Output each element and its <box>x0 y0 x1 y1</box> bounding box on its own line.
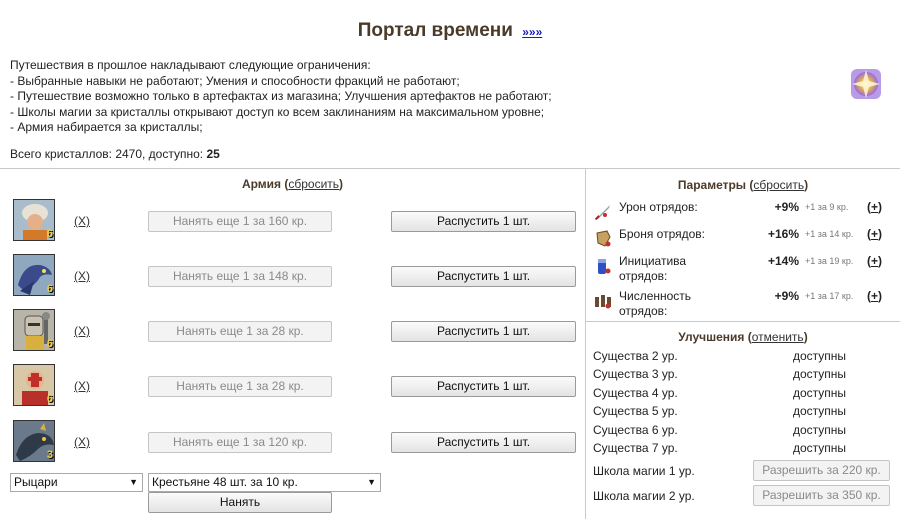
param-value: +9% <box>774 200 799 214</box>
unit-count: 6 <box>46 393 53 405</box>
param-row-count <box>593 287 893 319</box>
params-header: Параметры (сбросить) <box>677 178 809 192</box>
param-value: +14% <box>767 254 799 268</box>
param-cost-note: +1 за 17 кр. <box>805 291 854 301</box>
param-row-initiative <box>593 252 893 284</box>
param-plus-button[interactable]: (+) <box>867 200 883 214</box>
unit-remove-link[interactable]: (X) <box>74 324 90 338</box>
unit-remove-link[interactable]: (X) <box>74 435 90 449</box>
plus-label: + <box>871 227 879 241</box>
intro-text <box>10 58 830 136</box>
allow-school-button[interactable]: Разрешить за 220 кр. <box>753 460 890 481</box>
upgrade-status: доступны <box>793 386 847 400</box>
param-value: +9% <box>774 289 799 303</box>
unit-select[interactable] <box>148 473 381 492</box>
unit-portrait-priest <box>13 364 55 406</box>
unit-count: 3 <box>46 449 53 461</box>
army-reset-link[interactable]: сбросить <box>288 177 340 191</box>
title-more-link[interactable]: »»» <box>522 25 543 39</box>
army-unit-row <box>13 199 583 245</box>
unit-count: 6 <box>46 283 53 295</box>
page-title-text: Портал времени <box>357 20 513 41</box>
dismiss-button[interactable]: Распустить 1 шт. <box>391 211 576 232</box>
param-cost-note: +1 за 9 кр. <box>805 202 849 212</box>
param-plus-button[interactable]: (+) <box>867 289 883 303</box>
crystals-available: 25 <box>206 147 220 161</box>
upgrade-label: Существа 5 ур. <box>593 404 678 418</box>
hire-more-button[interactable]: Нанять еще 1 за 120 кр. <box>148 432 332 453</box>
army-unit-row <box>13 254 583 300</box>
creature-upgrade-row <box>593 349 893 367</box>
param-label: Численность отрядов: <box>619 289 692 318</box>
unit-remove-link[interactable]: (X) <box>74 379 90 393</box>
creature-upgrade-row <box>593 441 893 459</box>
hire-more-button[interactable]: Нанять еще 1 за 160 кр. <box>148 211 332 232</box>
unit-portrait-dragon <box>13 420 55 462</box>
dropdown-arrow-icon: ▼ <box>367 477 376 487</box>
upgrade-label: Существа 4 ур. <box>593 386 678 400</box>
header-divider <box>0 168 900 169</box>
magic-school-row <box>593 460 893 482</box>
upgrade-status: доступны <box>793 423 847 437</box>
unit-select-value: Крестьяне 48 шт. за 10 кр. <box>152 475 298 489</box>
upgrades-title: Улучшения <box>678 330 745 344</box>
upgrades-header: Улучшения (отменить) <box>678 330 808 344</box>
dismiss-button[interactable]: Распустить 1 шт. <box>391 432 576 453</box>
upgrade-label: Существа 6 ур. <box>593 423 678 437</box>
intro-line: - Армия набирается за кристаллы; <box>10 120 203 135</box>
dismiss-button[interactable]: Распустить 1 шт. <box>391 266 576 287</box>
page-title <box>0 20 900 42</box>
upgrade-label: Существа 7 ур. <box>593 441 678 455</box>
unit-count: 6 <box>46 338 53 350</box>
upgrade-label: Существа 3 ур. <box>593 367 678 381</box>
upgrade-status: доступны <box>793 367 847 381</box>
params-title: Параметры <box>677 178 747 192</box>
allow-school-button[interactable]: Разрешить за 350 кр. <box>753 485 890 506</box>
portal-icon <box>846 64 886 104</box>
param-plus-button[interactable]: (+) <box>867 254 883 268</box>
intro-line: Путешествия в прошлое накладывают следующие ограничения: <box>10 58 371 72</box>
magic-school-row <box>593 485 893 507</box>
hire-more-button[interactable]: Нанять еще 1 за 28 кр. <box>148 321 332 342</box>
crystals-label: Всего кристаллов: 2470, доступно: <box>10 147 204 161</box>
param-value: +16% <box>767 227 799 241</box>
params-reset-link[interactable]: сбросить <box>753 178 805 192</box>
intro-line: - Выбранные навыки не работают; Умения и способности фракций не работают; <box>10 73 460 88</box>
intro-line: - Путешествие возможно только в артефактах из магазина; Улучшения артефактов не работают; <box>10 89 552 104</box>
hire-button[interactable]: Нанять <box>148 492 332 513</box>
creature-upgrade-row <box>593 367 893 385</box>
param-cost-note: +1 за 14 кр. <box>805 229 854 239</box>
hire-more-button[interactable]: Нанять еще 1 за 148 кр. <box>148 266 332 287</box>
creature-upgrade-row <box>593 423 893 441</box>
school-label: Школа магии 2 ур. <box>593 489 695 503</box>
creature-upgrade-row <box>593 386 893 404</box>
param-plus-button[interactable]: (+) <box>867 227 883 241</box>
unit-portrait-knight <box>13 309 55 351</box>
army-unit-row <box>13 420 583 466</box>
dismiss-button[interactable]: Распустить 1 шт. <box>391 376 576 397</box>
faction-select[interactable] <box>10 473 143 492</box>
unit-remove-link[interactable]: (X) <box>74 269 90 283</box>
param-label: Инициатива отрядов: <box>619 254 687 283</box>
hire-more-button[interactable]: Нанять еще 1 за 28 кр. <box>148 376 332 397</box>
plus-label: + <box>871 254 879 268</box>
upgrades-cancel-link[interactable]: отменить <box>751 330 804 344</box>
unit-portrait-griffin <box>13 254 55 296</box>
plus-label: + <box>871 289 879 303</box>
param-cost-note: +1 за 19 кр. <box>805 256 854 266</box>
upgrade-label: Существа 2 ур. <box>593 349 678 363</box>
school-label: Школа магии 1 ур. <box>593 464 695 478</box>
unit-count: 6 <box>46 228 53 240</box>
unit-remove-link[interactable]: (X) <box>74 214 90 228</box>
potion-icon <box>593 256 613 276</box>
crystals-summary <box>10 147 220 161</box>
dropdown-arrow-icon: ▼ <box>129 477 138 487</box>
faction-select-value: Рыцари <box>14 475 58 489</box>
upgrade-status: доступны <box>793 404 847 418</box>
intro-line: - Школы магии за кристаллы открывают доступ ко всем заклинаниям на максимальном уровне; <box>10 104 545 119</box>
army-unit-row <box>13 309 583 355</box>
troops-icon <box>593 291 613 311</box>
creature-upgrade-row <box>593 404 893 422</box>
dismiss-button[interactable]: Распустить 1 шт. <box>391 321 576 342</box>
army-title: Армия <box>241 177 282 191</box>
upgrade-status: доступны <box>793 349 847 363</box>
params-divider <box>586 321 900 322</box>
param-label: Броня отрядов: <box>619 227 706 241</box>
sword-icon <box>593 202 613 222</box>
upgrade-status: доступны <box>793 441 847 455</box>
param-label: Урон отрядов: <box>619 200 698 214</box>
army-header: Армия (сбросить) <box>241 177 344 191</box>
shield-icon <box>593 229 613 249</box>
army-unit-row <box>13 364 583 410</box>
plus-label: + <box>871 200 879 214</box>
unit-portrait-peasant <box>13 199 55 241</box>
